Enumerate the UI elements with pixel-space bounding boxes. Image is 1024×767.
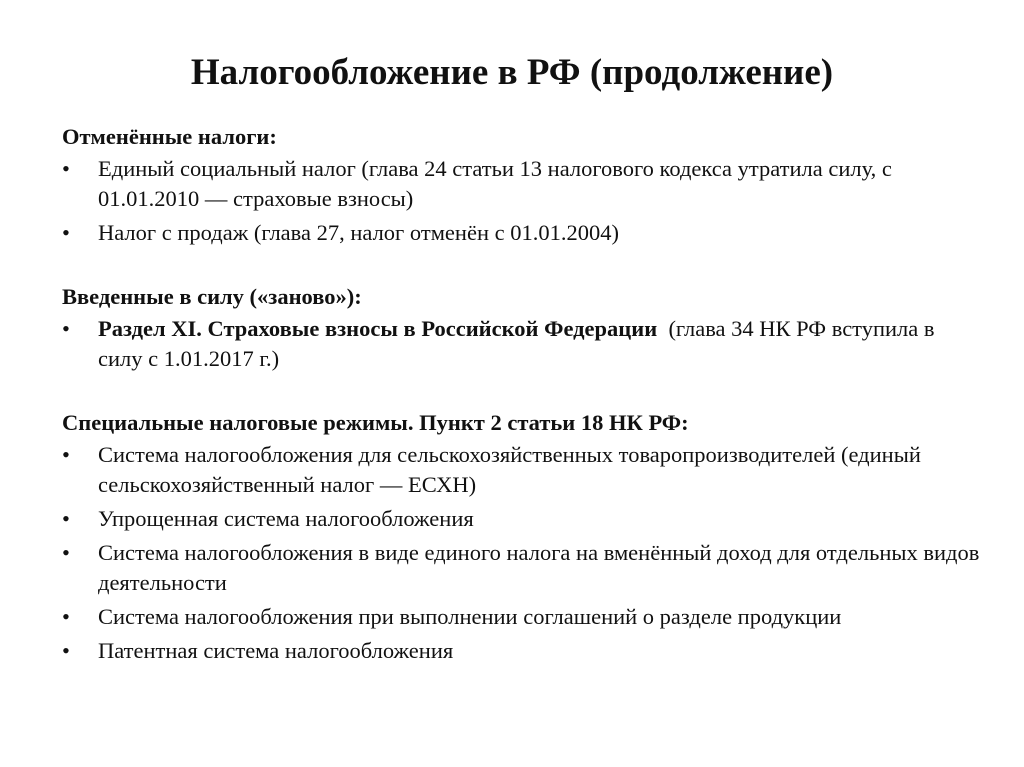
bullet-icon: • (62, 220, 70, 245)
list-item (62, 504, 982, 534)
slide-content (62, 122, 982, 670)
reintroduced-heading: Введенные в силу («заново»): (62, 284, 362, 309)
list-item-text: (глава 34 НК РФ вступила в силу с 1.01.2017 г.) (98, 316, 941, 371)
list-item (62, 314, 982, 374)
list-item (62, 602, 982, 632)
cancelled-taxes-list (62, 154, 982, 248)
list-item-text: Упрощенная система налогообложения (98, 506, 474, 531)
reintroduced-list (62, 314, 982, 374)
bullet-icon: • (62, 604, 70, 629)
list-item-text: Система налогообложения при выполнении соглашений о разделе продукции (98, 604, 842, 629)
list-item-text: Патентная система налогообложения (98, 638, 454, 663)
special-regimes-heading: Специальные налоговые режимы. Пункт 2 статьи 18 НК РФ: (62, 410, 689, 435)
list-item-text: Система налогообложения в виде единого налога на вменённый доход для отдельных видов деятельности (98, 540, 980, 595)
bullet-icon: • (62, 638, 70, 663)
list-item (62, 636, 982, 666)
slide-title: Налогообложение в РФ (продолжение) (190, 52, 834, 93)
list-item-text: Система налогообложения для сельскохозяйственных товаропроизводителей (единый сельскохозяйственный налог — ЕСХН) (98, 442, 921, 497)
bullet-icon: • (62, 540, 70, 565)
bullet-icon: • (62, 442, 70, 467)
bullet-icon: • (62, 316, 70, 341)
special-regimes-list (62, 440, 982, 666)
list-item (62, 154, 982, 214)
list-item-bold-text: Раздел XI. Страховые взносы в Российской Федерации (98, 316, 658, 341)
bullet-icon: • (62, 156, 70, 181)
list-item-text: Единый социальный налог (глава 24 статьи 13 налогового кодекса утратила силу, с 01.01.2010 — страховые взносы) (98, 156, 892, 211)
list-item (62, 218, 982, 248)
cancelled-taxes-heading: Отменённые налоги: (62, 124, 277, 149)
list-item (62, 538, 982, 598)
list-item-text: Налог с продаж (глава 27, налог отменён с 01.01.2004) (98, 220, 619, 245)
list-item (62, 440, 982, 500)
bullet-icon: • (62, 506, 70, 531)
